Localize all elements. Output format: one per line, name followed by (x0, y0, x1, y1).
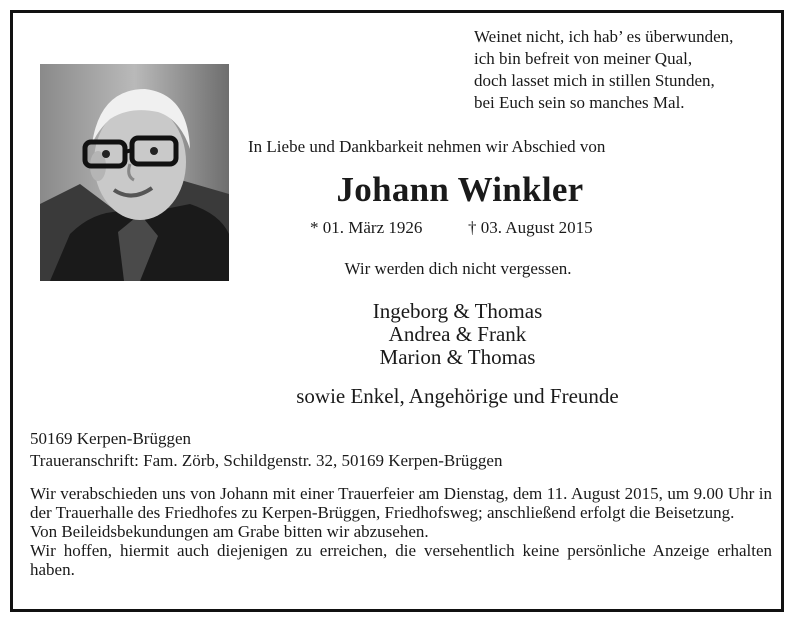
extended-family: sowie Enkel, Angehörige und Freunde (296, 384, 619, 408)
funeral-details: Wir verabschieden uns von Johann mit einer Trauerfeier am Dienstag, dem 11. August 2015, um 9.00 Uhr in der Trauerhalle des Friedhofes zu Kerpen-Brüggen, Friedhofsweg; anschließend erfolgt die Beisetzung. (30, 484, 772, 522)
intro-text: In Liebe und Dankbarkeit nehmen wir Abschied von (248, 137, 606, 156)
poem-line: ich bin befreit von meiner Qual, (474, 49, 693, 68)
poem (474, 26, 779, 114)
death-date: † 03. August 2015 (468, 218, 593, 237)
poem-line: Weinet nicht, ich hab’ es überwunden, (474, 27, 734, 46)
portrait-photo (40, 64, 229, 281)
address-block (30, 428, 770, 472)
mourners-list (300, 300, 615, 369)
mourner: Andrea & Frank (388, 322, 527, 346)
poem-line: doch lasset mich in stillen Stunden, (474, 71, 715, 90)
remembrance-line: Wir werden dich nicht vergessen. (344, 259, 572, 278)
mourner: Marion & Thomas (379, 345, 536, 369)
birth-date: * 01. März 1926 (310, 218, 423, 237)
deceased-name: Johann Winkler (336, 170, 584, 209)
apology-note: Wir hoffen, hiermit auch diejenigen zu erreichen, die versehentlich keine persönliche Anzeige erhalten haben. (30, 541, 772, 579)
mourner: Ingeborg & Thomas (372, 299, 543, 323)
poem-line: bei Euch sein so manches Mal. (474, 93, 685, 112)
funeral-notice (30, 484, 772, 579)
town-line: 50169 Kerpen-Brüggen (30, 429, 191, 448)
mourning-address: Traueranschrift: Fam. Zörb, Schildgenstr. 32, 50169 Kerpen-Brüggen (30, 451, 503, 470)
condolence-request: Von Beileidsbekundungen am Grabe bitten wir abzusehen. (30, 522, 429, 541)
